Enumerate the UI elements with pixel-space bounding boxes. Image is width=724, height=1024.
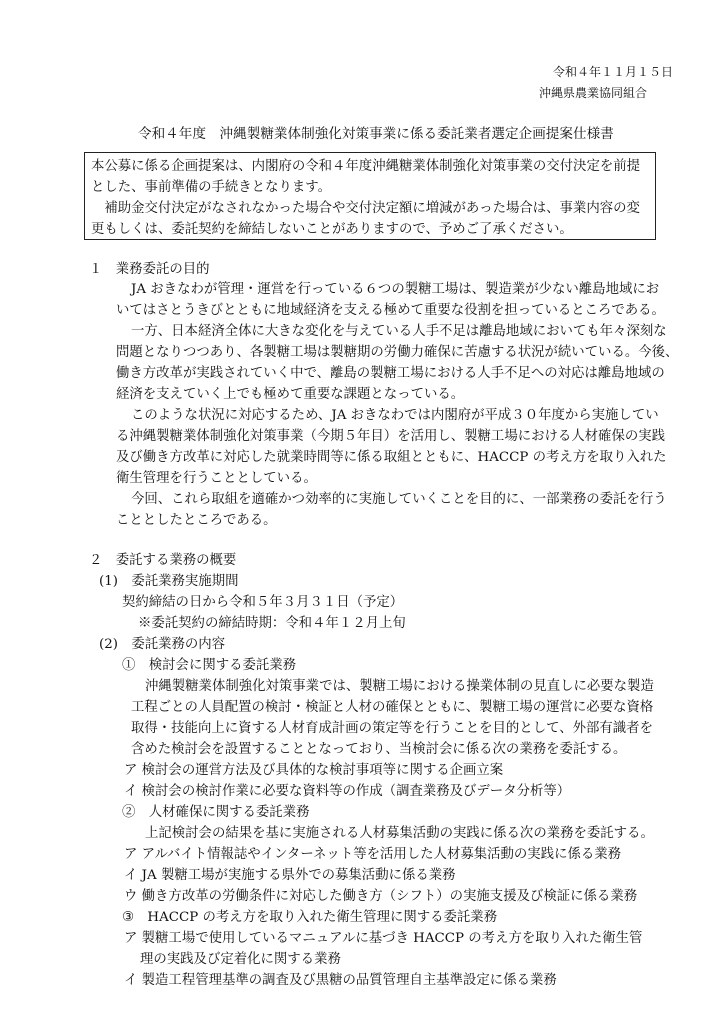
notice-line: 更もしくは、委託契約を締結しないことがありますので、予めご了承ください。 bbox=[91, 222, 573, 237]
section-2-line: ア 検討会の運営方法及び具体的な検討事項等に関する企画立案 bbox=[124, 763, 504, 778]
section-2-line: ③ HACCP の考え方を取り入れた衛生管理に関する委託業務 bbox=[122, 910, 498, 925]
section-2-line: 理の実践及び定着化に関する業務 bbox=[140, 952, 341, 967]
notice-line: とした、事前準備の手続きとなります。 bbox=[91, 180, 331, 195]
section-2-line: ア 製糖工場で使用しているマニュアルに基づき HACCP の考え方を取り入れた衛生管 bbox=[124, 931, 643, 946]
section-2-line: ア アルバイト情報誌やインターネット等を活用した人材募集活動の実践に係る業務 bbox=[124, 847, 622, 862]
section-2-line: (1) 委託業務実施期間 bbox=[99, 574, 239, 589]
section-2-line: イ 製造工程管理基準の調査及び黒糖の品質管理自主基準設定に係る業務 bbox=[124, 973, 557, 988]
section-2-line: イ 検討会の検討作業に必要な資料等の作成（調査業務及びデータ分析等） bbox=[124, 784, 571, 799]
section-2-line: ※委託契約の締結時期：令和４年１２月上旬 bbox=[138, 616, 406, 631]
section-1-heading: １ 業務委託の目的 bbox=[89, 262, 210, 277]
section-1-line: 一方、日本経済全体に大きな変化を与えている人手不足は離島地域においても年々深刻な bbox=[131, 324, 667, 339]
section-1-line: JA おきなわが管理・運営を行っている６つの製糖工場は、製造業が少ない離島地域にお bbox=[131, 282, 660, 297]
section-1-line: このような状況に対応するため、JA おきなわでは内閣府が平成３０年度から実施してい bbox=[131, 408, 659, 423]
section-2-heading: ２ 委託する業務の概要 bbox=[89, 553, 237, 568]
section-1-line: 及び働き方改革に対応した就業時間等に係る取組とともに、HACCP の考え方を取り入れた bbox=[116, 450, 667, 465]
section-1-line: 衛生管理を行うこととしている。 bbox=[116, 471, 317, 486]
notice-line: 本公募に係る企画提案は、内閣府の令和４年度沖縄糖業体制強化対策事業の交付決定を前提 bbox=[91, 159, 641, 174]
section-2-line: 含めた検討会を設置することとなっており、当検討会に係る次の業務を委託する。 bbox=[131, 742, 627, 757]
section-1-line: こととしたところである。 bbox=[116, 513, 277, 528]
section-1-line: 働き方改革が実践されていく中で、離島の製糖工場における人手不足への対応は離島地域の bbox=[116, 366, 665, 381]
section-2-line: 沖縄製糖業体制強化対策事業では、製糖工場における操業体制の見直しに必要な製造 bbox=[145, 679, 654, 694]
section-2-line: ウ 働き方改革の労働条件に対応した働き方（シフト）の実施支援及び検証に係る業務 bbox=[124, 889, 638, 904]
section-1-line: いてはさとうきびとともに地域経済を支える極めて重要な役割を担っているところである。 bbox=[116, 303, 665, 318]
section-2-line: 工程ごとの人員配置の検討・検証と人材の確保とともに、製糖工場の運営に必要な資格 bbox=[131, 700, 654, 715]
section-2-line: ② 人材確保に関する委託業務 bbox=[122, 805, 310, 820]
section-1-line: 今回、これら取組を適確かつ効率的に実施していくことを目的に、一部業務の委託を行う bbox=[131, 492, 667, 507]
document-title: 令和４年度 沖縄製糖業体制強化対策事業に係る委託業者選定企画提案仕様書 bbox=[138, 126, 614, 142]
notice-line: 補助金交付決定がなされなかった場合や交付決定額に増減があった場合は、事業内容の変 bbox=[91, 201, 640, 216]
section-2-line: (2) 委託業務の内容 bbox=[99, 637, 226, 652]
section-2-line: 上記検討会の結果を基に実施される人材募集活動の実践に係る次の業務を委託する。 bbox=[145, 826, 654, 841]
section-2-line: イ JA 製糖工場が実施する県外での募集活動に係る業務 bbox=[124, 868, 456, 883]
section-1-line: 経済を支えていく上でも極めて重要な課題となっている。 bbox=[116, 387, 465, 402]
section-2-line: ① 検討会に関する委託業務 bbox=[122, 658, 297, 673]
section-1-line: 問題となりつつあり、各製糖工場は製糖期の労働力確保に苦慮する状況が続いている。今後、 bbox=[116, 345, 679, 360]
section-1-line: る沖縄製糖業体制強化対策事業（今期５年目）を活用し、製糖工場における人材確保の実践 bbox=[116, 429, 666, 444]
issuing-organization: 沖縄県農業協同組合 bbox=[539, 86, 648, 100]
document-date: 令和４年１１月１５日 bbox=[553, 65, 674, 79]
section-2-line: 契約締結の日から令和５年３月３１日（予定） bbox=[122, 595, 404, 610]
section-2-line: 取得・技能向上に資する人材育成計画の策定等を行うことを目的として、外部有識者を bbox=[131, 721, 653, 736]
